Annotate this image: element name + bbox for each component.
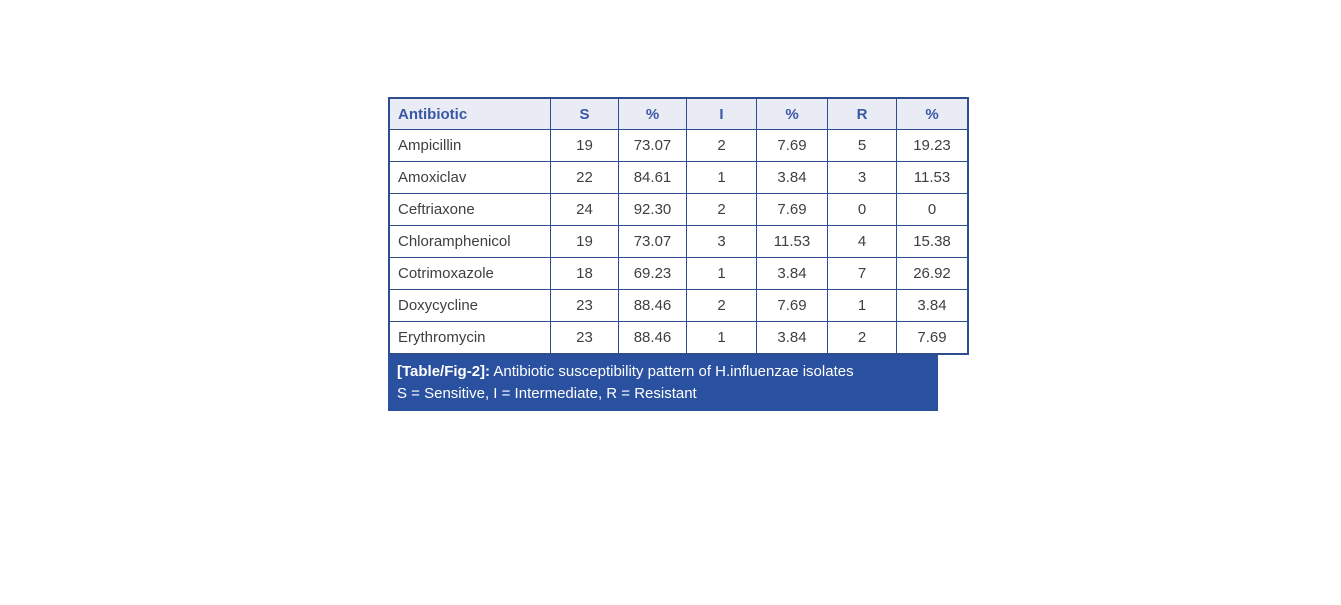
value-cell: 3.84 (757, 322, 828, 355)
value-cell: 1 (687, 162, 757, 194)
value-cell: 15.38 (897, 226, 969, 258)
value-cell: 88.46 (619, 290, 687, 322)
value-cell: 3.84 (897, 290, 969, 322)
table-row (389, 162, 968, 194)
value-cell: 3.84 (757, 258, 828, 290)
antibiotic-name-cell: Cotrimoxazole (389, 258, 551, 290)
caption-legend: S = Sensitive, I = Intermediate, R = Resistant (397, 385, 697, 402)
antibiotic-susceptibility-table (388, 97, 969, 355)
table-header-row (389, 98, 968, 130)
header-cell: % (757, 98, 828, 130)
value-cell: 18 (551, 258, 619, 290)
value-cell: 3 (687, 226, 757, 258)
value-cell: 7.69 (757, 194, 828, 226)
value-cell: 22 (551, 162, 619, 194)
value-cell: 69.23 (619, 258, 687, 290)
value-cell: 7.69 (757, 290, 828, 322)
caption-text: Antibiotic susceptibility pattern of H.influenzae isolates (490, 363, 854, 380)
value-cell: 1 (687, 258, 757, 290)
value-cell: 73.07 (619, 130, 687, 162)
header-cell: R (828, 98, 897, 130)
value-cell: 88.46 (619, 322, 687, 355)
value-cell: 19 (551, 226, 619, 258)
value-cell: 73.07 (619, 226, 687, 258)
antibiotic-name-cell: Erythromycin (389, 322, 551, 355)
value-cell: 23 (551, 322, 619, 355)
table-row (389, 226, 968, 258)
value-cell: 11.53 (897, 162, 969, 194)
value-cell: 7.69 (897, 322, 969, 355)
value-cell: 19.23 (897, 130, 969, 162)
value-cell: 1 (828, 290, 897, 322)
header-cell: % (897, 98, 969, 130)
antibiotic-name-cell: Ceftriaxone (389, 194, 551, 226)
header-cell: I (687, 98, 757, 130)
value-cell: 2 (828, 322, 897, 355)
value-cell: 7.69 (757, 130, 828, 162)
value-cell: 23 (551, 290, 619, 322)
table-caption (388, 355, 938, 411)
caption-label: [Table/Fig-2]: (397, 363, 491, 380)
value-cell: 3.84 (757, 162, 828, 194)
table-row (389, 290, 968, 322)
value-cell: 0 (897, 194, 969, 226)
value-cell: 4 (828, 226, 897, 258)
antibiotic-name-cell: Ampicillin (389, 130, 551, 162)
value-cell: 26.92 (897, 258, 969, 290)
value-cell: 0 (828, 194, 897, 226)
table-row (389, 194, 968, 226)
value-cell: 84.61 (619, 162, 687, 194)
table-row (389, 258, 968, 290)
value-cell: 1 (687, 322, 757, 355)
header-cell: S (551, 98, 619, 130)
antibiotic-name-cell: Chloramphenicol (389, 226, 551, 258)
table-row (389, 130, 968, 162)
caption-title-line (397, 361, 928, 383)
header-cell-antibiotic: Antibiotic (389, 98, 551, 130)
value-cell: 3 (828, 162, 897, 194)
value-cell: 2 (687, 130, 757, 162)
table-row (389, 322, 968, 355)
value-cell: 19 (551, 130, 619, 162)
value-cell: 7 (828, 258, 897, 290)
antibiotic-name-cell: Amoxiclav (389, 162, 551, 194)
table-body (389, 130, 968, 355)
value-cell: 92.30 (619, 194, 687, 226)
value-cell: 24 (551, 194, 619, 226)
header-cell: % (619, 98, 687, 130)
table-figure (388, 97, 951, 411)
antibiotic-name-cell: Doxycycline (389, 290, 551, 322)
value-cell: 11.53 (757, 226, 828, 258)
value-cell: 2 (687, 290, 757, 322)
value-cell: 2 (687, 194, 757, 226)
value-cell: 5 (828, 130, 897, 162)
